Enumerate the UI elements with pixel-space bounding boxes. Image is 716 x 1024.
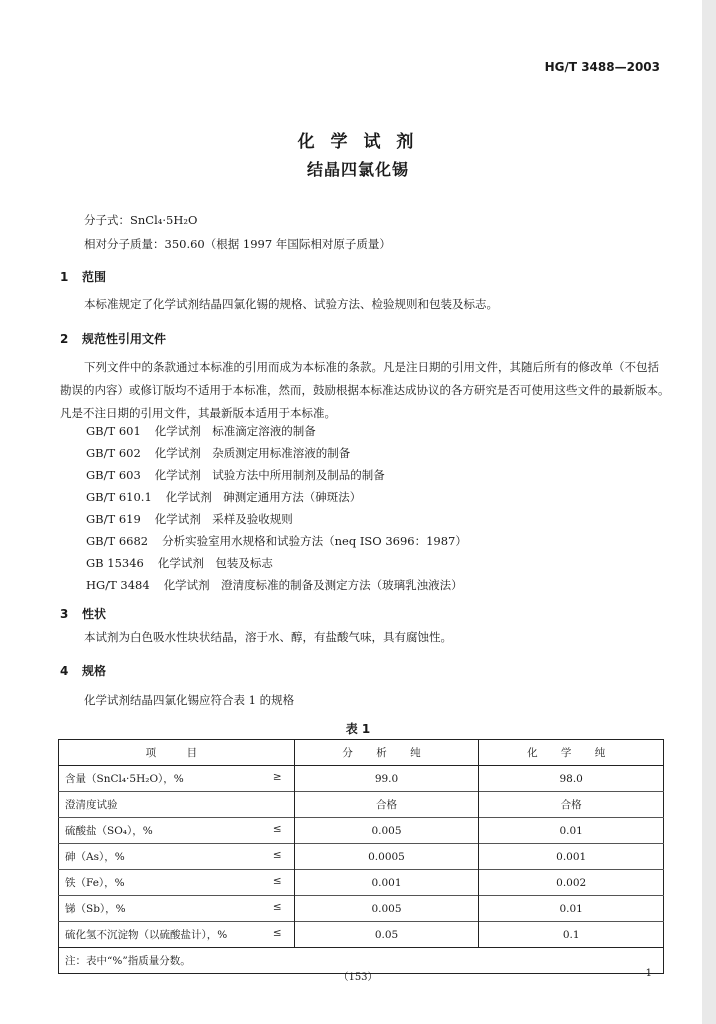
reference-item xyxy=(86,489,361,505)
reference-code: GB/T 603 xyxy=(86,468,141,482)
comparison-operator: ≤ xyxy=(272,875,282,887)
reference-code: GB/T 610.1 xyxy=(86,490,152,504)
reference-item xyxy=(86,467,385,483)
value-ar: 0.05 xyxy=(294,922,479,948)
table-note: 注：表中“%”指质量分数。 xyxy=(59,948,664,974)
reference-code: GB/T 619 xyxy=(86,512,141,526)
reference-item xyxy=(86,577,463,593)
row-item xyxy=(59,870,295,896)
item-name: 砷（As），% xyxy=(65,851,125,863)
reference-title: 分析实验室用水规格和试验方法（neq ISO 3696：1987） xyxy=(162,534,467,548)
column-header-cp: 化 学 纯 xyxy=(479,740,664,766)
table-row xyxy=(59,844,664,870)
value-cp: 合格 xyxy=(479,792,664,818)
table-header-row xyxy=(59,740,664,766)
column-header-ar: 分 析 纯 xyxy=(294,740,479,766)
table-row xyxy=(59,870,664,896)
item-name: 铁（Fe），% xyxy=(65,877,125,889)
reference-item xyxy=(86,423,316,439)
section-heading-3 xyxy=(60,605,106,622)
comparison-operator: ≤ xyxy=(272,823,282,835)
section-number: 3 xyxy=(60,607,69,621)
section-title: 范围 xyxy=(82,270,107,284)
title-line-1: 化 学 试 剂 xyxy=(297,132,419,152)
reference-code: GB/T 6682 xyxy=(86,534,149,548)
value-ar: 0.005 xyxy=(294,818,479,844)
column-header-item: 项 目 xyxy=(59,740,295,766)
molecular-formula: 分子式：SnCl₄·5H₂O xyxy=(84,213,198,227)
reference-title: 化学试剂 砷测定通用方法（砷斑法） xyxy=(165,490,362,504)
reference-title: 化学试剂 采样及验收规则 xyxy=(154,512,293,526)
row-item xyxy=(59,896,295,922)
section-number: 4 xyxy=(60,664,69,678)
value-cp: 0.002 xyxy=(479,870,664,896)
reference-item xyxy=(86,445,350,461)
value-cp: 0.001 xyxy=(479,844,664,870)
section-title: 性状 xyxy=(82,607,107,621)
reference-item xyxy=(86,555,273,571)
page-number: （153） xyxy=(338,972,378,983)
item-name: 锑（Sb），% xyxy=(65,903,126,915)
table-row xyxy=(59,896,664,922)
value-ar: 99.0 xyxy=(294,766,479,792)
comparison-operator: ≤ xyxy=(272,901,282,913)
row-item xyxy=(59,844,295,870)
table-row xyxy=(59,818,664,844)
reference-title: 化学试剂 杂质测定用标准溶液的制备 xyxy=(154,446,351,460)
molecular-mass: 相对分子质量：350.60（根据 1997 年国际相对原子质量） xyxy=(84,237,391,251)
value-ar: 0.005 xyxy=(294,896,479,922)
section-heading-2 xyxy=(60,330,166,347)
row-item xyxy=(59,766,295,792)
value-cp: 98.0 xyxy=(479,766,664,792)
section-number: 1 xyxy=(60,270,69,284)
item-name: 澄清度试验 xyxy=(65,799,118,811)
reference-code: GB/T 601 xyxy=(86,424,141,438)
table-caption: 表 1 xyxy=(345,722,371,736)
properties-paragraph: 本试剂为白色吸水性块状结晶，溶于水、醇，有盐酸气味，具有腐蚀性。 xyxy=(84,630,452,644)
comparison-operator: ≤ xyxy=(272,849,282,861)
reference-item xyxy=(86,533,467,549)
reference-code: GB/T 602 xyxy=(86,446,141,460)
comparison-operator: ≤ xyxy=(272,927,282,939)
section-heading-1 xyxy=(60,268,106,285)
spec-intro: 化学试剂结晶四氯化锡应符合表 1 的规格 xyxy=(84,693,295,707)
title-line-2: 结晶四氯化锡 xyxy=(306,160,409,179)
item-name: 含量（SnCl₄·5H₂O），% xyxy=(65,773,184,785)
value-cp: 0.1 xyxy=(479,922,664,948)
value-cp: 0.01 xyxy=(479,818,664,844)
scan-edge xyxy=(702,0,716,1024)
reference-code: HG/T 3484 xyxy=(86,578,150,592)
row-item xyxy=(59,922,295,948)
value-cp: 0.01 xyxy=(479,896,664,922)
row-item xyxy=(59,792,295,818)
reference-item xyxy=(86,511,293,527)
item-name: 硫化氢不沉淀物（以硫酸盐计），% xyxy=(65,929,228,941)
spec-table xyxy=(58,739,664,974)
normative-paragraph: 下列文件中的条款通过本标准的引用而成为本标准的条款。凡是注日期的引用文件，其随后所有的修改单（不包括勘误的内容）或修订版均不适用于本标准，然而，鼓励根据本标准达成协议的各方研究是否可使用这些文件的最新版本。凡是不注日期的引用文件，其最新版本适用于本标准。 xyxy=(60,360,670,420)
reference-title: 化学试剂 澄清度标准的制备及测定方法（玻璃乳浊液法） xyxy=(163,578,463,592)
standard-code: HG/T 3488—2003 xyxy=(544,60,660,74)
section-title: 规格 xyxy=(82,664,107,678)
reference-code: GB 15346 xyxy=(86,556,144,570)
reference-title: 化学试剂 包装及标志 xyxy=(157,556,273,570)
reference-title: 化学试剂 试验方法中所用制剂及制品的制备 xyxy=(154,468,385,482)
row-item xyxy=(59,818,295,844)
comparison-operator: ≥ xyxy=(272,771,282,783)
reference-title: 化学试剂 标准滴定溶液的制备 xyxy=(154,424,316,438)
section-title: 规范性引用文件 xyxy=(82,332,167,346)
table-row xyxy=(59,922,664,948)
item-name: 硫酸盐（SO₄），% xyxy=(65,825,153,837)
scope-paragraph: 本标准规定了化学试剂结晶四氯化锡的规格、试验方法、检验规则和包装及标志。 xyxy=(84,297,498,311)
section-number: 2 xyxy=(60,332,69,346)
table-row xyxy=(59,792,664,818)
footer-mark: 1 xyxy=(645,968,652,979)
value-ar: 0.0005 xyxy=(294,844,479,870)
table-row xyxy=(59,766,664,792)
value-ar: 0.001 xyxy=(294,870,479,896)
section-heading-4 xyxy=(60,662,106,679)
value-ar: 合格 xyxy=(294,792,479,818)
